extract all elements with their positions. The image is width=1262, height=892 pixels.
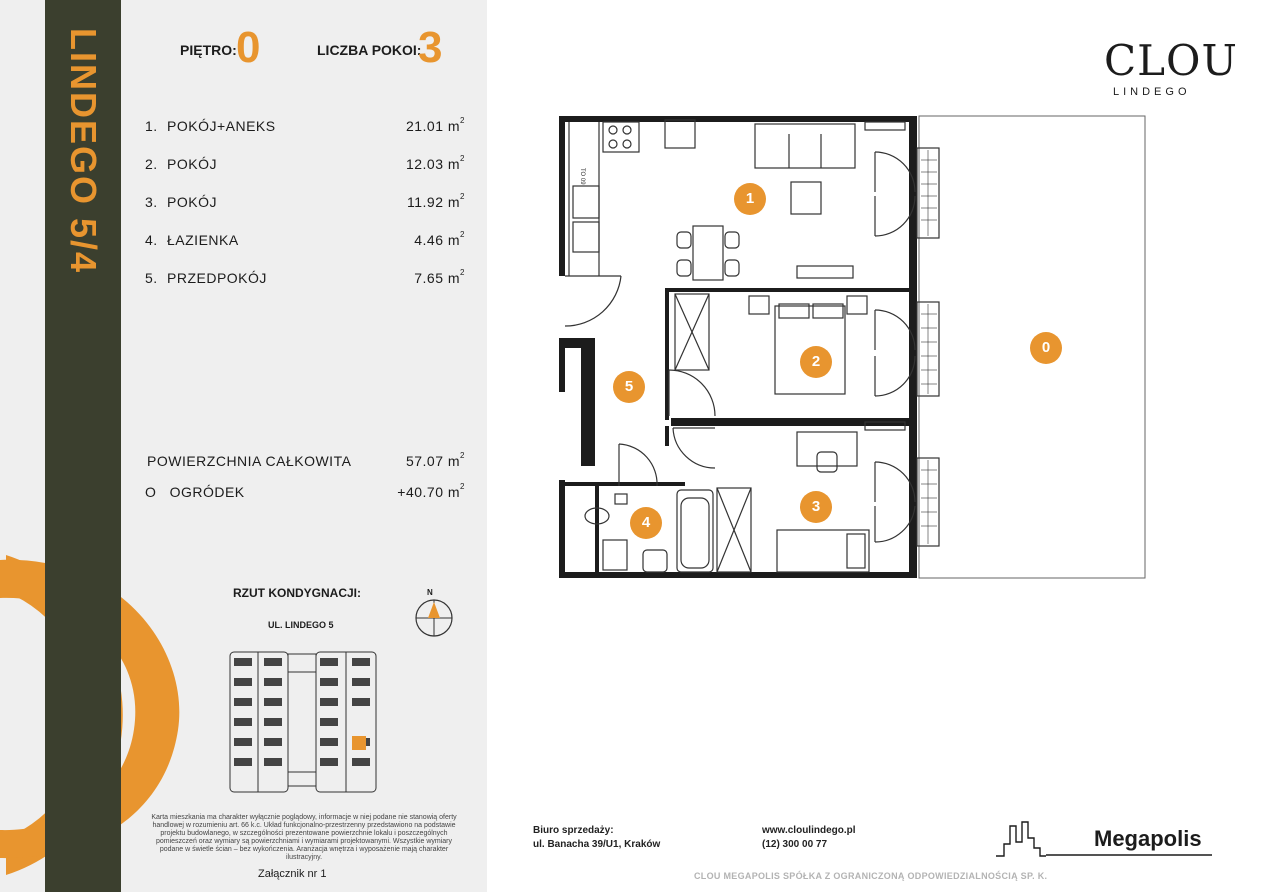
compass-icon	[414, 598, 454, 638]
room-index: 2.	[145, 156, 158, 172]
building-title: LINDEGO 5/4	[63, 28, 104, 275]
room-area: 11.92 $m^2$	[407, 192, 465, 210]
phone-number[interactable]: (12) 300 00 77	[762, 839, 828, 850]
rooms-count-label: LICZBA POKOI:	[317, 42, 422, 58]
garden-label: OGRÓDEK	[169, 484, 245, 500]
keyplan-street: UL. LINDEGO 5	[268, 620, 334, 630]
garden-area-row	[145, 484, 465, 500]
disclaimer-text: Karta mieszkania ma charakter wyłącznie poglądowy, informacje w niej podane nie stanowią oferty handlowej w rozumieniu art. 66 k.c. Układ funkcjonalno-przestrzenny przedstawiono na podstawie projektu budowlanego, w szczególności prezentowane powierzchnie lokalu i poszczególnych pomieszczeń oraz wymiary są powierzchniami i wymiarami projektowanymi. Wszystkie wymiary podane w świetle ścian – bez wykończenia. Aranżacja wnętrza i wyposażenie mają charakter ilustracyjny.	[151, 814, 457, 861]
sales-office-label: Biuro sprzedaży:	[533, 825, 614, 836]
room-badge-4: 4	[630, 507, 662, 539]
room-name: ŁAZIENKA	[167, 232, 239, 248]
megapolis-logo: Megapolis	[1094, 826, 1202, 851]
room-row	[145, 270, 465, 290]
room-badge-2: 2	[800, 346, 832, 378]
room-row	[145, 118, 465, 138]
clou-logo: CLOU	[1104, 36, 1238, 85]
total-area-value: 57.07 $m^2$	[405, 451, 465, 469]
garden-area-value: +40.70 $m^2$	[397, 482, 465, 500]
room-name: POKÓJ	[167, 156, 217, 172]
room-row	[145, 156, 465, 176]
sales-office-address: ul. Banacha 39/U1, Kraków	[533, 839, 661, 850]
room-badge-1: 1	[734, 183, 766, 215]
floor-label: PIĘTRO:	[180, 42, 237, 58]
floor-value: 0	[236, 23, 261, 72]
total-area-label: POWIERZCHNIA CAŁKOWITA	[147, 453, 352, 469]
rooms-count-value: 3	[418, 23, 443, 72]
room-area: 12.03 $m^2$	[405, 154, 465, 172]
fridge-tag: TO 09	[579, 168, 585, 185]
garden-index: O	[145, 484, 157, 500]
room-name: POKÓJ	[167, 194, 217, 210]
building-keyplan	[218, 648, 380, 798]
room-row	[145, 232, 465, 252]
room-index: 1.	[145, 118, 158, 134]
room-area: 4.46 $m^2$	[414, 230, 465, 248]
room-index: 5.	[145, 270, 158, 286]
room-badge-5: 5	[613, 371, 645, 403]
keyplan-title: RZUT KONDYGNACJI:	[233, 586, 361, 600]
room-area: 21.01 $m^2$	[405, 116, 465, 134]
room-name: PRZEDPOKÓJ	[167, 270, 267, 286]
room-name: POKÓJ+ANEKS	[167, 118, 276, 134]
company-name: CLOU MEGAPOLIS SPÓŁKA Z OGRANICZONĄ ODPOWIEDZIALNOŚCIĄ SP. K.	[694, 871, 1048, 881]
room-row	[145, 194, 465, 214]
annex-label: Załącznik nr 1	[258, 868, 327, 880]
website-link[interactable]: www.cloulindego.pl	[762, 825, 856, 836]
clou-logo-subtitle: LINDEGO	[1113, 86, 1191, 98]
north-label: N	[427, 588, 433, 597]
garden-badge: 0	[1030, 332, 1062, 364]
room-index: 4.	[145, 232, 158, 248]
room-badge-3: 3	[800, 491, 832, 523]
room-area: 7.65 $m^2$	[414, 268, 465, 286]
room-index: 3.	[145, 194, 158, 210]
total-area-row	[147, 453, 465, 469]
